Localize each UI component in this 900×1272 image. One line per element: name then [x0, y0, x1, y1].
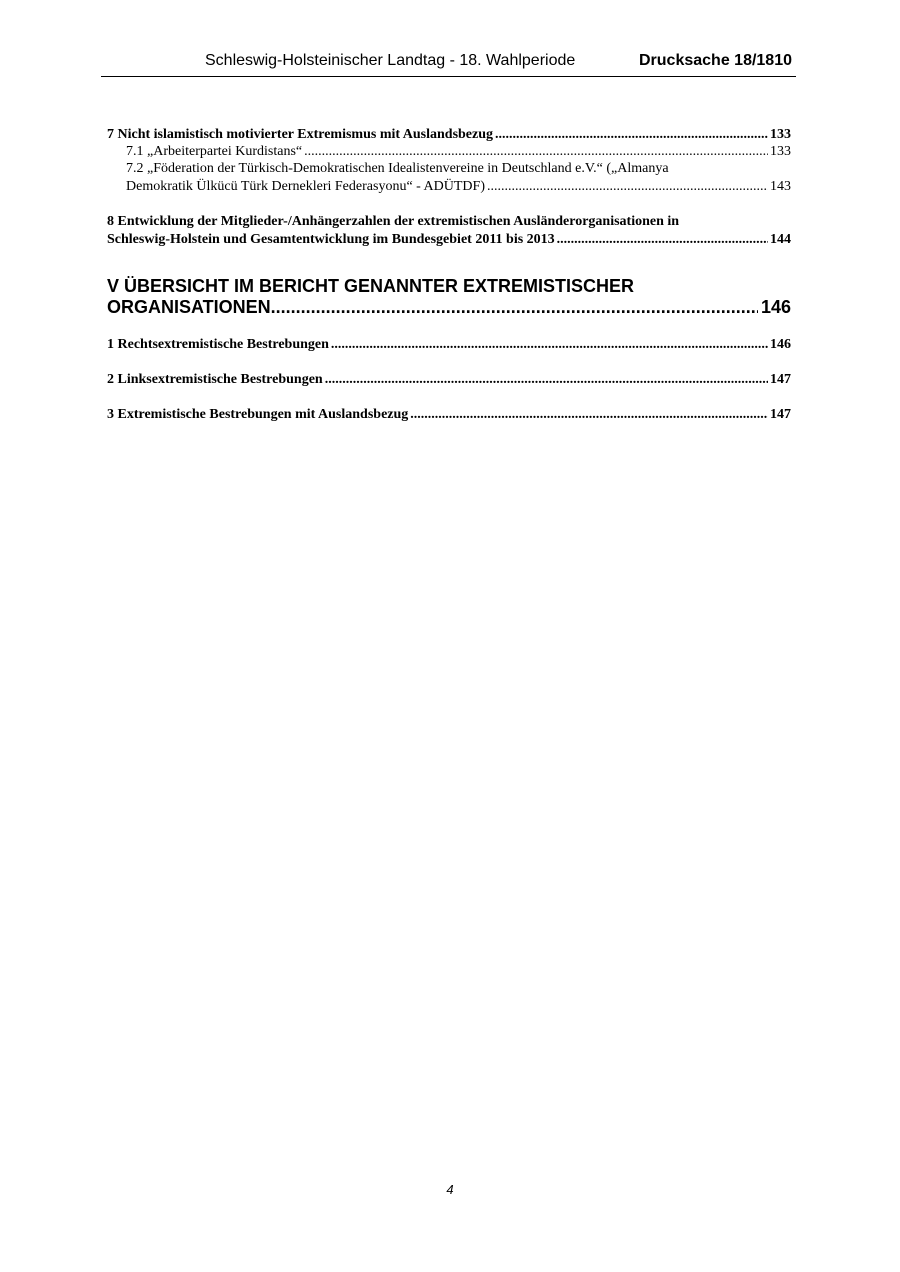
toc-entry-text: 7.1 „Arbeiterpartei Kurdistans“	[126, 144, 303, 159]
dot-leader	[557, 231, 768, 248]
toc-entry-7[interactable]	[107, 126, 791, 143]
toc-section-text: ORGANISATIONEN	[107, 297, 271, 317]
dot-leader	[495, 126, 768, 143]
page-header	[101, 52, 796, 77]
toc-entry-text: 2 Linksextremistische Bestrebungen	[107, 372, 323, 387]
header-document-number: Drucksache 18/1810	[639, 52, 792, 69]
toc-page-number: 147	[770, 372, 791, 387]
toc-entry-text: 3 Extremistische Bestrebungen mit Auslandsbezug	[107, 407, 409, 422]
toc-entry-text: 1 Rechtsextremistische Bestrebungen	[107, 337, 329, 352]
toc-page-number: 146	[760, 297, 791, 317]
toc-entry-text: Demokratik Ülkücü Türk Dernekleri Federasyonu“ - ADÜTDF)	[126, 179, 485, 194]
dot-leader	[304, 143, 768, 160]
dot-leader	[410, 406, 768, 423]
header-title: Schleswig-Holsteinischer Landtag - 18. Wahlperiode	[205, 52, 576, 69]
toc-entry-v1[interactable]	[107, 336, 791, 353]
toc-page-number: 144	[770, 232, 791, 247]
toc-entry-8-line1[interactable]: 8 Entwicklung der Mitglieder-/Anhängerzahlen der extremistischen Ausländerorganisationen in	[107, 214, 680, 229]
toc-page-number: 143	[770, 179, 791, 194]
toc-page-number: 147	[770, 407, 791, 422]
toc-entry-text: 7 Nicht islamistisch motivierter Extremismus mit Auslandsbezug	[107, 127, 494, 142]
toc-entry-v2[interactable]	[107, 371, 791, 388]
toc-page-number: 146	[770, 337, 791, 352]
toc-section-v[interactable]	[107, 296, 791, 318]
page-number: 4	[446, 1182, 454, 1197]
toc-page-number: 133	[770, 144, 791, 159]
toc-entry-text: Schleswig-Holstein und Gesamtentwicklung im Bundesgebiet 2011 bis 2013	[107, 232, 555, 247]
dot-leader	[271, 296, 758, 318]
dot-leader	[331, 336, 768, 353]
toc-entry-7-1[interactable]	[126, 143, 791, 160]
dot-leader	[487, 178, 768, 195]
toc-entry-7-2-line1[interactable]: 7.2 „Föderation der Türkisch-Demokratischen Idealistenvereine in Deutschland e.V.“ („Almanya	[126, 161, 669, 176]
toc-page-number: 133	[770, 127, 791, 142]
toc-entry-7-2[interactable]	[126, 178, 791, 195]
toc-section-v-line1[interactable]: V ÜBERSICHT IM BERICHT GENANNTER EXTREMISTISCHER	[107, 276, 635, 296]
dot-leader	[325, 371, 768, 388]
toc-entry-v3[interactable]	[107, 406, 791, 423]
toc-entry-8[interactable]	[107, 231, 791, 248]
